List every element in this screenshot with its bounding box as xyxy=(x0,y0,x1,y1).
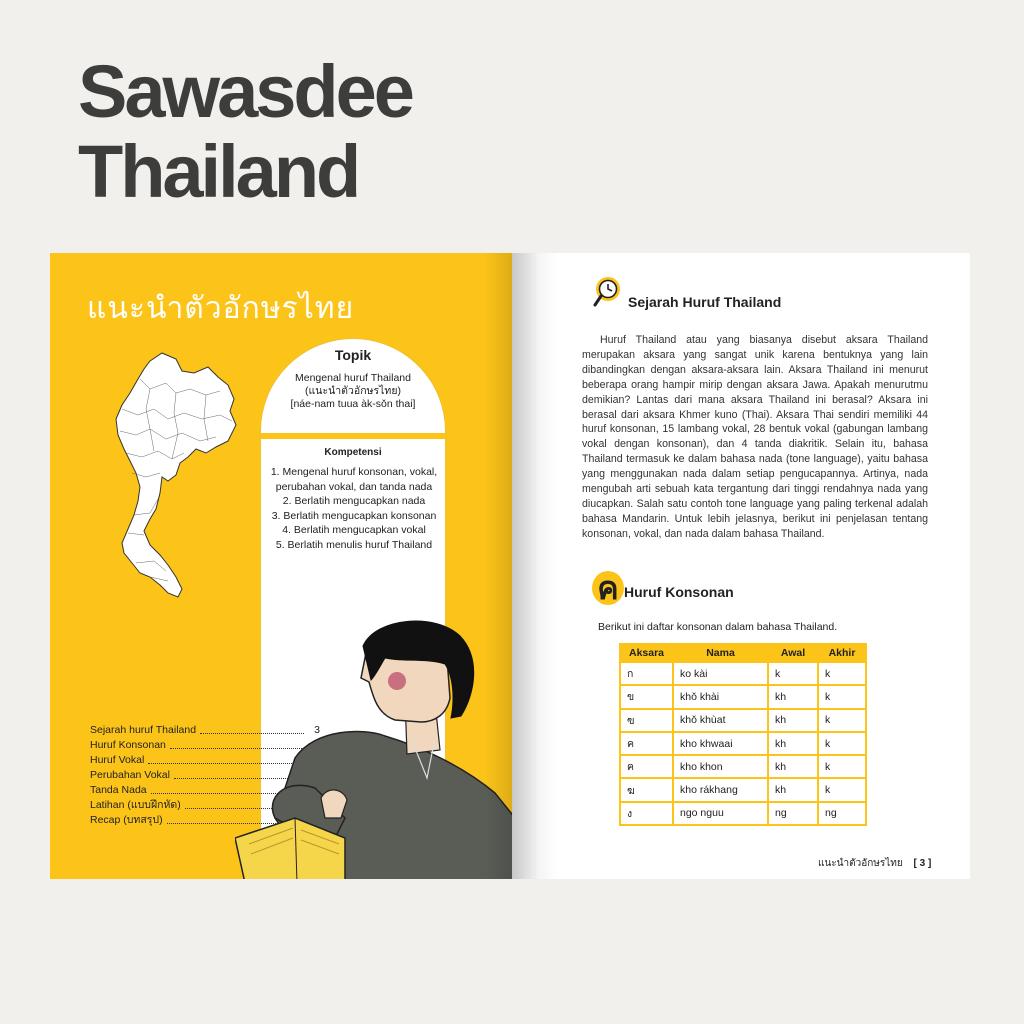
table-cell: ข xyxy=(620,685,673,708)
table-row xyxy=(620,755,866,778)
section-title-konsonan: Huruf Konsonan xyxy=(624,584,734,600)
table-cell: k xyxy=(818,709,866,732)
cover-title-line1: Sawasdee xyxy=(78,50,412,133)
table-cell: kho rákhang xyxy=(673,778,768,801)
table-cell: ค xyxy=(620,732,673,755)
table-cell: ngo nguu xyxy=(673,802,768,825)
table-cell: k xyxy=(818,685,866,708)
kompetensi-item: 4. Berlatih mengucapkan vokal xyxy=(282,524,426,536)
table-cell: ko kài xyxy=(673,662,768,685)
table-cell: kh xyxy=(768,709,818,732)
page-footer xyxy=(818,856,931,871)
kompetensi-item: 2. Berlatih mengucapkan nada xyxy=(282,495,426,507)
table-row xyxy=(620,709,866,732)
kompetensi-item: 1. Mengenal huruf konsonan, vokal, perubahan vokal, dan tanda nada xyxy=(270,466,438,493)
thai-letter-icon xyxy=(588,567,628,609)
topik-box xyxy=(261,339,445,411)
column-header: Nama xyxy=(673,644,768,662)
page-gutter-shadow xyxy=(512,253,558,879)
reading-person-illustration xyxy=(235,618,512,879)
table-cell: kho khwaai xyxy=(673,732,768,755)
table-row xyxy=(620,662,866,685)
table-cell: k xyxy=(818,662,866,685)
table-row xyxy=(620,778,866,801)
thai-heading: แนะนำตัวอักษรไทย xyxy=(87,291,355,326)
section-title-sejarah: Sejarah Huruf Thailand xyxy=(628,294,782,310)
toc-label: Recap (บทสรุป) xyxy=(90,814,163,826)
sejarah-paragraph: Huruf Thailand atau yang biasanya disebut aksara Thailand merupakan aksara yang sangat unik karena bentuknya yang lain dibandingkan dengan aksara-aksara lain. Aksara Thailand ini menurut beberapa orang hampir mirip dengan aksara Jawa. Apakah menurutmu demikian? Lantas dari mana aksara Thailand ini berasal? Aksara ini berasal dari aksara Khmer kuno (Thai). Aksara Thai sendiri memiliki 44 huruf konsonan, 15 lambang vokal, 28 bentuk vokal (gabungan lambang vokal dengan konsonan), dan 4 tanda diakritik. Selain itu, bahasa Thailand termasuk ke dalam bahasa nada (tone language), yaitu bahasa yang menggunakan nada dalam setiap pengucapannya. Artinya, nada mengubah arti sebuah kata tergantung dari tinggi rendahnya nada yang diucapkan. Salah satu contoh tone language yang paling terkenal adalah bahasa Mandarin. Untuk lebih jelasnya, berikut ini penjelasan tentang konsonan, vokal, dan nada dalam bahasa Thailand. xyxy=(582,334,928,540)
table-cell: ฆ xyxy=(620,778,673,801)
toc-page: 3 xyxy=(314,724,320,736)
cover-title xyxy=(78,52,412,212)
thailand-map-icon xyxy=(110,349,240,605)
table-header-row xyxy=(620,644,866,662)
clock-magnifier-icon xyxy=(592,275,626,309)
left-page xyxy=(50,253,512,879)
table-cell: ng xyxy=(818,802,866,825)
table-cell: kh xyxy=(768,755,818,778)
page-number: [ 3 ] xyxy=(913,858,932,869)
konsonan-intro: Berikut ini daftar konsonan dalam bahasa Thailand. xyxy=(598,621,838,633)
topik-line1: Mengenal huruf Thailand xyxy=(295,372,411,384)
kompetensi-heading: Kompetensi xyxy=(324,447,382,458)
kompetensi-list xyxy=(269,465,439,552)
table-cell: ก xyxy=(620,662,673,685)
yellow-band xyxy=(261,433,445,439)
table-cell: ฅ xyxy=(620,755,673,778)
konsonan-table xyxy=(619,643,867,826)
toc-label: Latihan (แบบฝึกหัด) xyxy=(90,799,181,811)
toc-label: Sejarah huruf Thailand xyxy=(90,724,197,736)
table-row xyxy=(620,685,866,708)
right-page xyxy=(512,253,970,879)
table-cell: k xyxy=(818,732,866,755)
kompetensi-item: 3. Berlatih mengucapkan konsonan xyxy=(271,509,437,522)
table-cell: k xyxy=(818,778,866,801)
page-gutter-shadow xyxy=(484,253,512,879)
table-cell: k xyxy=(818,755,866,778)
column-header: Awal xyxy=(768,644,818,662)
table-cell: kho khon xyxy=(673,755,768,778)
toc-label: Perubahan Vokal xyxy=(90,769,170,781)
kompetensi-item: 5. Berlatih menulis huruf Thailand xyxy=(275,538,433,551)
table-cell: kh xyxy=(768,685,818,708)
table-cell: ng xyxy=(768,802,818,825)
table-row xyxy=(620,732,866,755)
topik-heading: Topik xyxy=(334,347,372,363)
table-cell: khǒ khài xyxy=(673,685,768,708)
topik-line3: [náe-nam tuua àk-sǒn thai] xyxy=(290,398,416,410)
column-header: Akhir xyxy=(818,644,866,662)
table-cell: kh xyxy=(768,732,818,755)
topik-line2: (แนะนำตัวอักษรไทย) xyxy=(305,385,401,397)
toc-label: Huruf Konsonan xyxy=(90,739,166,751)
toc-label: Tanda Nada xyxy=(90,784,147,796)
table-cell: kh xyxy=(768,778,818,801)
cover-title-line2: Thailand xyxy=(78,130,359,213)
table-cell: ฃ xyxy=(620,709,673,732)
toc-label: Huruf Vokal xyxy=(90,754,145,766)
table-cell: ง xyxy=(620,802,673,825)
table-row xyxy=(620,802,866,825)
table-cell: k xyxy=(768,662,818,685)
table-cell: khǒ khùat xyxy=(673,709,768,732)
open-book xyxy=(50,253,970,879)
column-header: Aksara xyxy=(620,644,673,662)
footer-text: แนะนำตัวอักษรไทย xyxy=(818,858,903,869)
thai-letter-glyph: ค xyxy=(597,569,619,607)
